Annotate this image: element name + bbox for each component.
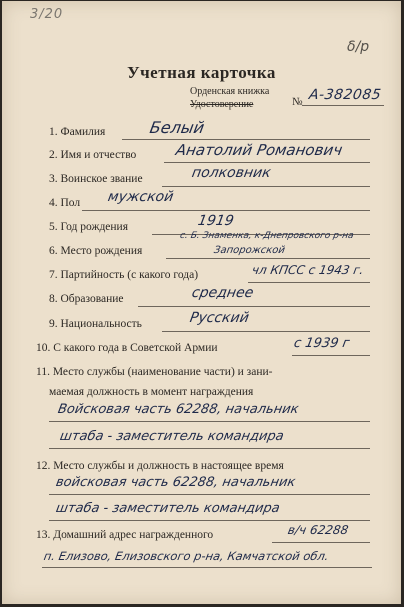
field-line <box>49 421 370 422</box>
field-label-current-service: 12. Место службы и должность в настоящее время <box>36 460 284 472</box>
field-line <box>122 139 370 140</box>
field-value-birthplace: Запорожской <box>213 245 286 256</box>
field-value-name: Анатолий Романович <box>174 141 344 159</box>
field-line <box>166 258 370 259</box>
field-label-surname: 1. Фамилия <box>49 126 106 138</box>
field-label-service-at-award: 11. Место службы (наименование части) и зани- <box>36 366 273 378</box>
field-value-home-address: п. Елизово, Елизовского р-на, Камчатской обл. <box>42 549 330 563</box>
field-value-education: среднее <box>190 285 255 301</box>
field-value-sex: мужской <box>106 189 175 205</box>
order-book-label: Орденская книжка <box>190 86 270 97</box>
field-value-birth-village: с. Б. Знаменка, к-Днепровского р-на <box>179 231 355 241</box>
field-line <box>292 355 370 356</box>
field-line <box>248 282 370 283</box>
field-line <box>82 210 370 211</box>
order-book-number: А-382085 <box>307 87 383 103</box>
field-value-surname: Белый <box>148 118 206 137</box>
field-label-service-at-award-cont: маемая должность в момент награждения <box>49 386 254 398</box>
field-value-army-since: с 1939 г <box>292 336 351 351</box>
field-label-birth-year: 5. Год рождения <box>49 221 128 233</box>
field-line <box>49 494 370 495</box>
field-label-nationality: 9. Национальность <box>49 318 142 330</box>
field-label-home-address: 13. Домашний адрес награжденного <box>36 529 214 541</box>
field-line <box>162 331 370 332</box>
field-line <box>49 520 370 521</box>
field-label-education: 8. Образование <box>49 293 124 305</box>
field-value-home-unit: в/ч 62288 <box>286 523 350 537</box>
certificate-label: Удостоверение <box>190 99 254 110</box>
field-value-birth-year: 1919 <box>196 213 236 229</box>
field-value-rank: полковник <box>190 165 273 181</box>
field-line <box>49 448 370 449</box>
number-sign: № <box>292 96 303 108</box>
field-line <box>272 542 370 543</box>
field-value-service-at-award-cont: штаба - заместитель командира <box>58 429 285 444</box>
field-line <box>42 567 372 568</box>
record-card <box>2 1 401 604</box>
corner-mark: δ/р <box>347 39 370 55</box>
field-label-rank: 3. Воинское звание <box>49 173 143 185</box>
corner-number: 3/20 <box>30 7 64 22</box>
field-value-party: чл КПСС с 1943 г. <box>250 263 365 277</box>
field-value-current-service-cont: штаба - заместитель командира <box>54 501 281 516</box>
card-title: Учетная карточка <box>127 63 276 82</box>
field-label-name: 2. Имя и отчество <box>49 149 137 161</box>
field-value-service-at-award: Войсковая часть 62288, начальник <box>56 402 300 417</box>
field-line <box>162 186 370 187</box>
field-label-birthplace: 6. Место рождения <box>49 245 143 257</box>
field-value-nationality: Русский <box>188 310 251 326</box>
field-line <box>138 306 370 307</box>
field-label-sex: 4. Пол <box>49 197 81 209</box>
field-value-current-service: войсковая часть 62288, начальник <box>54 475 297 490</box>
field-label-party: 7. Партийность (с какого года) <box>49 269 199 281</box>
field-line <box>164 162 370 163</box>
order-number-line <box>302 105 384 106</box>
field-label-army-since: 10. С какого года в Советской Армии <box>36 342 218 354</box>
